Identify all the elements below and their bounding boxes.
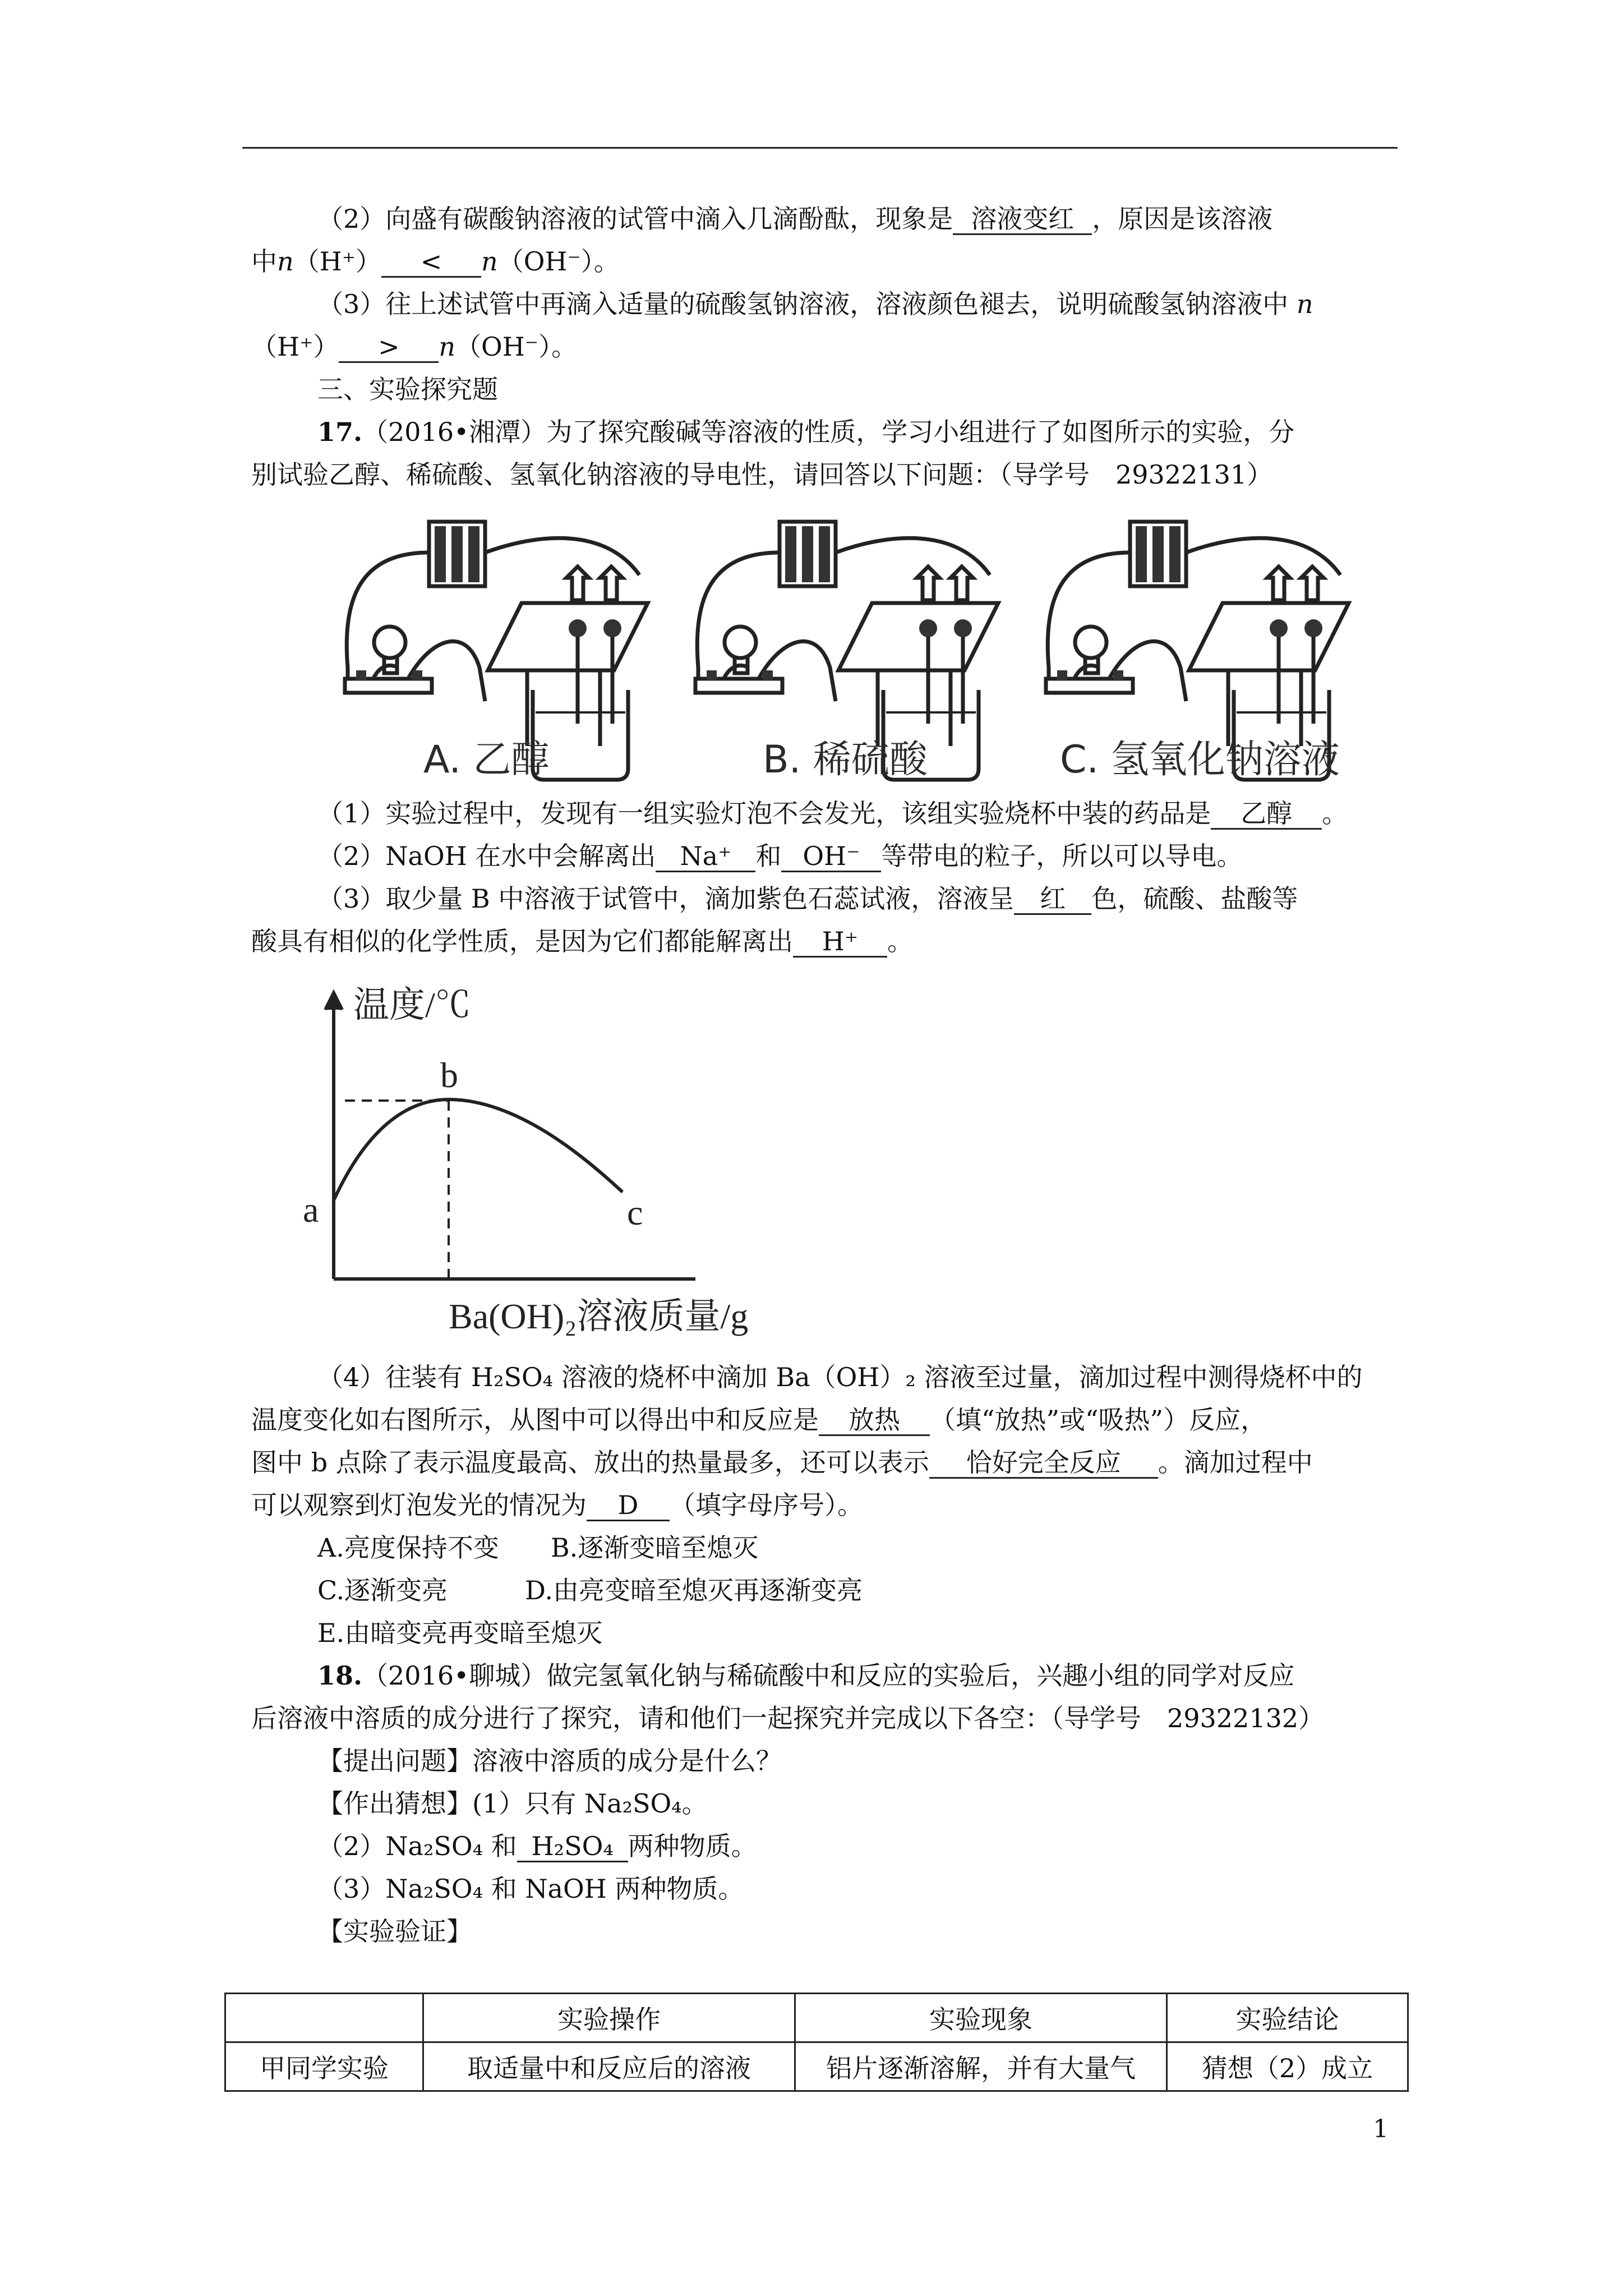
q17-part4-line4: 可以观察到灯泡发光的情况为 D （填字母序号）。 (251, 1490, 863, 1520)
q18-ask: 【提出问题】溶液中溶质的成分是什么？ (317, 1746, 782, 1776)
q18-intro-line2: 后溶液中溶质的成分进行了探究，请和他们一起探究并完成以下各空：（导学号 29322132） (251, 1703, 1325, 1733)
q17-part4-line3: 图中 b 点除了表示温度最高、放出的热量最多，还可以表示 恰好完全反应 。滴加过程中 (251, 1447, 1313, 1478)
answer-blank: > (339, 332, 439, 363)
q16-part2-line1: （2）向盛有碳酸钠溶液的试管中滴入几滴酚酞，现象是 溶液变红 ，原因是该溶液 (317, 204, 1273, 234)
table-header-row (225, 1994, 1408, 2042)
answer-blank: H⁺ (793, 927, 887, 958)
table-cell: 铝片逐渐溶解，并有大量气 (795, 2042, 1167, 2091)
q17-part4-line1: （4）往装有 H₂SO₄ 溶液的烧杯中滴加 Ba（OH）₂ 溶液至过量，滴加过程中测得烧杯中的 (317, 1362, 1363, 1392)
graph-point-b: b (440, 1055, 458, 1095)
answer-blank: H₂SO₄ (517, 1832, 628, 1862)
figure-label-a: A. 乙醇 (423, 738, 550, 782)
q17-options-line2: C.逐渐变亮 D.由亮变暗至熄灭再逐渐变亮 (317, 1575, 863, 1605)
q16-part2-line2: 中n（H⁺） < n（OH⁻）。 (251, 246, 620, 277)
q17-part4-line2: 温度变化如右图所示，从图中可以得出中和反应是 放热 （填“放热”或“吸热”）反应， (251, 1405, 1267, 1435)
q17-intro-line1: 17.（2016•湘潭）为了探究酸碱等溶液的性质，学习小组进行了如图所示的实验，分 (317, 417, 1295, 447)
answer-blank: D (587, 1490, 670, 1521)
table-cell: 猜想（2）成立 (1167, 2042, 1408, 2091)
table-cell: 甲同学实验 (225, 2042, 423, 2091)
q18-guess3: （3）Na₂SO₄ 和 NaOH 两种物质。 (317, 1874, 744, 1904)
table-header-cell: 实验结论 (1167, 1994, 1408, 2042)
q18-intro-line1: 18.（2016•聊城）做完氢氧化钠与稀硫酸中和反应的实验后，兴趣小组的同学对反应 (317, 1660, 1295, 1691)
q17-part3-line2: 酸具有相似的化学性质，是因为它们都能解离出 H⁺ 。 (251, 926, 913, 956)
q17-part3-line1: （3）取少量 B 中溶液于试管中，滴加紫色石蕊试液，溶液呈 红 色，硫酸、盐酸等 (317, 884, 1298, 914)
figure-label-c: C. 氢氧化钠溶液 (1060, 738, 1340, 782)
q18-guess2: （2）Na₂SO₄ 和 H₂SO₄ 两种物质。 (317, 1831, 757, 1861)
answer-blank: OH⁻ (781, 841, 881, 872)
header-rule (242, 147, 1398, 149)
table-cell: 取适量中和反应后的溶液 (423, 2042, 795, 2091)
table-header-cell: 实验操作 (423, 1994, 795, 2042)
table-header-cell: 实验现象 (795, 1994, 1167, 2042)
graph-point-c: c (627, 1193, 643, 1232)
experiment-table (224, 1993, 1409, 2092)
page-number: 1 (1373, 2115, 1389, 2143)
q17-part1: （1）实验过程中，发现有一组实验灯泡不会发光，该组实验烧杯中装的药品是 乙醇 。 (317, 798, 1348, 829)
q16-part3-line2: （H⁺） > n（OH⁻）。 (251, 332, 578, 362)
q17-options-line3: E.由暗变亮再变暗至熄灭 (317, 1618, 603, 1648)
figure-label-b: B. 稀硫酸 (763, 738, 928, 782)
q18-guess1: 【作出猜想】(1）只有 Na₂SO₄。 (317, 1788, 708, 1819)
q17-options-line1: A.亮度保持不变 B.逐渐变暗至熄灭 (317, 1533, 759, 1563)
q17-intro-line2: 别试验乙醇、稀硫酸、氢氧化钠溶液的导电性，请回答以下问题：（导学号 29322131） (251, 459, 1273, 490)
q17-part2: （2）NaOH 在水中会解离出 Na⁺ 和 OH⁻ 等带电的粒子，所以可以导电。 (317, 841, 1243, 871)
graph-x-label: Ba(OH)₂溶液质量/g (449, 1296, 749, 1336)
table-row (225, 2042, 1408, 2091)
answer-blank: 红 (1014, 884, 1091, 915)
answer-blank: < (381, 247, 481, 278)
section-title: 三、实验探究题 (317, 374, 498, 404)
graph-y-label: 温度/℃ (353, 985, 471, 1025)
answer-blank: Na⁺ (656, 841, 755, 872)
q18-verify: 【实验验证】 (317, 1916, 472, 1947)
q16-part3-line1: （3）往上述试管中再滴入适量的硫酸氢钠溶液，溶液颜色褪去，说明硫酸氢钠溶液中 n (317, 289, 1313, 319)
answer-blank: 溶液变红 (953, 204, 1092, 235)
temperature-curve (334, 1099, 623, 1200)
table-header-cell (225, 1994, 423, 2042)
graph-point-a: a (303, 1190, 319, 1230)
answer-blank: 恰好完全反应 (929, 1448, 1158, 1479)
answer-blank: 乙醇 (1211, 799, 1322, 830)
answer-blank: 放热 (819, 1405, 930, 1436)
